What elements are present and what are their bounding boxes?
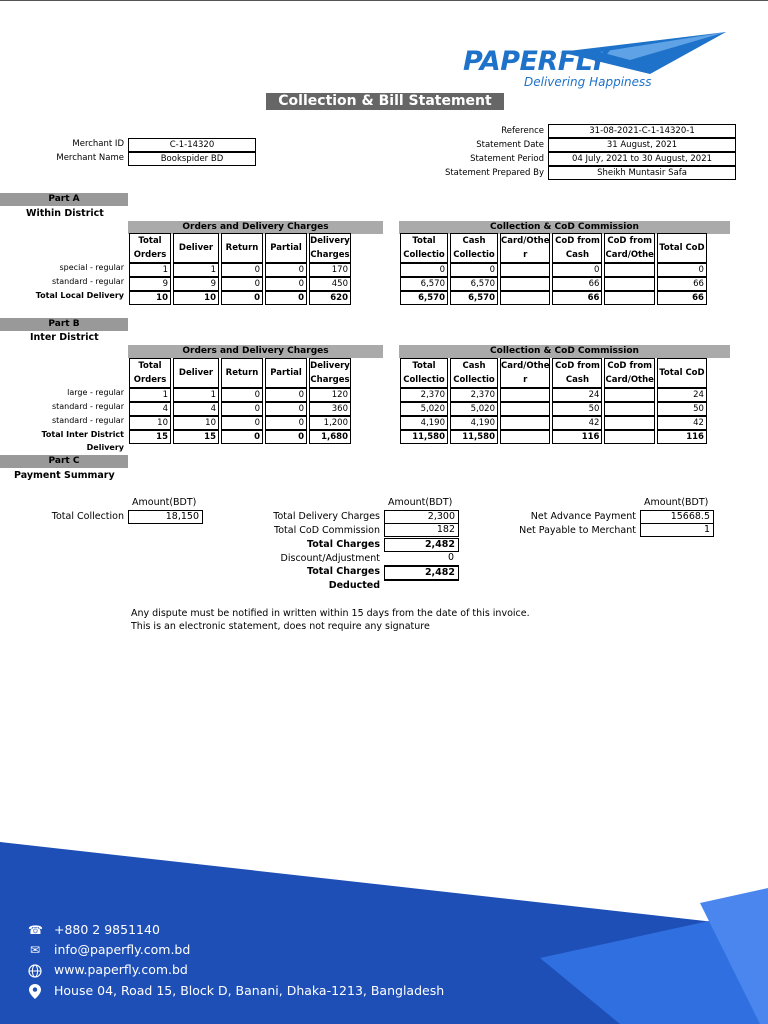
part-a-bar: Part A [0,193,128,206]
part-b-orders-group-header: Orders and Delivery Charges [128,345,383,358]
table-cell: 0 [265,388,307,402]
table-cell: 1 [129,388,171,402]
col-header: Card/Othe r [500,358,550,388]
email-icon: ✉ [29,943,41,957]
table-cell: 11,580 [450,430,498,444]
col-header: Total CoD [657,233,707,263]
table-cell [604,277,654,291]
table-cell [500,402,550,416]
table-cell: 6,570 [450,277,498,291]
table-cell [500,291,550,305]
row-label: standard - regular [51,416,124,425]
table-cell: 6,570 [400,277,448,291]
table-cell: 0 [265,430,307,444]
table-cell: 0 [265,263,307,277]
net-advance-value: 15668.5 [640,510,714,524]
row-label: large - regular [67,388,124,397]
table-cell: 0 [221,291,263,305]
page-title: Collection & Bill Statement [266,93,504,110]
table-cell: 1 [173,388,219,402]
charges-deducted-value: 2,482 [384,565,459,581]
col-header: Return [221,358,263,388]
table-cell: 9 [129,277,171,291]
part-b-bar: Part B [0,318,128,331]
col-header: Deliver [173,358,219,388]
part-b-collection-table [398,358,709,444]
footer-website[interactable]: www.paperfly.com.bd [54,962,188,977]
table-total-row [400,291,707,305]
table-cell [500,263,550,277]
table-total-row [129,291,351,305]
amount-header: Amount(BDT) [132,497,197,508]
table-cell: 0 [400,263,448,277]
table-cell: 5,020 [450,402,498,416]
table-cell: 50 [657,402,707,416]
table-cell: 0 [657,263,707,277]
table-row [129,388,351,402]
table-row [400,416,707,430]
total-collection-value: 18,150 [128,510,203,524]
merchant-id-value: C-1-14320 [128,138,256,152]
table-total-row [400,430,707,444]
discount-value: 0 [447,552,454,563]
col-header: Total Collectio [400,358,448,388]
table-cell: 120 [309,388,351,402]
table-header-row [129,358,351,388]
table-cell: 10 [173,416,219,430]
table-cell [604,263,654,277]
table-row [129,263,351,277]
table-cell: 450 [309,277,351,291]
table-header-row [400,358,707,388]
row-label-total: Total Local Delivery [35,291,124,300]
electronic-note: This is an electronic statement, does not require any signature [131,621,430,632]
table-row [129,277,351,291]
col-header: CoD from Cash [552,233,602,263]
col-header: CoD from Cash [552,358,602,388]
statement-date-label: Statement Date [476,140,544,150]
total-charges-label: Total Charges [307,539,380,550]
table-cell: 170 [309,263,351,277]
reference-value: 31-08-2021-C-1-14320-1 [548,124,736,138]
table-cell: 15 [129,430,171,444]
table-cell: 1,680 [309,430,351,444]
col-header: Card/Othe r [500,233,550,263]
table-cell [500,388,550,402]
row-label: special - regular [59,263,124,272]
table-cell: 24 [657,388,707,402]
col-header: Total CoD [657,358,707,388]
cod-commission-label: Total CoD Commission [274,525,380,536]
col-header: Partial [265,233,307,263]
table-cell: 116 [657,430,707,444]
row-label: standard - regular [51,402,124,411]
phone-icon: ☎ [28,923,43,937]
table-cell: 0 [221,277,263,291]
table-header-row [400,233,707,263]
table-cell: 2,370 [450,388,498,402]
prepared-by-value: Sheikh Muntasir Safa [548,166,736,180]
table-cell: 42 [552,416,602,430]
row-label-total: Total Inter District [41,430,124,439]
table-cell: 0 [265,291,307,305]
table-cell: 10 [129,416,171,430]
net-advance-label: Net Advance Payment [530,511,636,522]
table-cell [500,277,550,291]
col-header: Cash Collectio [450,233,498,263]
table-cell: 0 [552,263,602,277]
table-cell: 1 [173,263,219,277]
globe-icon [28,964,42,978]
part-a-orders-table [127,233,353,305]
table-cell: 0 [221,263,263,277]
table-cell: 1,200 [309,416,351,430]
table-cell [604,430,654,444]
table-row [400,388,707,402]
total-charges-value: 2,482 [384,538,459,552]
col-header: Total Orders [129,358,171,388]
table-header-row [129,233,351,263]
table-row [400,402,707,416]
col-header: CoD from Card/Othe [604,358,654,388]
part-c-title: Payment Summary [14,470,115,481]
row-label: standard - regular [51,277,124,286]
amount-header: Amount(BDT) [388,497,453,508]
merchant-name-value: Bookspider BD [128,152,256,166]
footer-email[interactable]: info@paperfly.com.bd [54,942,191,957]
col-header: Delivery Charges [309,233,351,263]
col-header: Total Collectio [400,233,448,263]
net-payable-value: 1 [640,524,714,537]
table-cell: 15 [173,430,219,444]
dispute-note: Any dispute must be notified in written within 15 days from the date of this invoice. [131,608,530,619]
amount-header: Amount(BDT) [644,497,709,508]
col-header: Partial [265,358,307,388]
merchant-name-label: Merchant Name [56,153,124,163]
merchant-id-label: Merchant ID [72,139,124,149]
footer-phone[interactable]: +880 2 9851140 [54,922,160,937]
brand-logo: PAPERFLY [463,46,608,77]
table-cell: 9 [173,277,219,291]
reference-label: Reference [501,126,544,136]
part-a-title: Within District [26,208,104,219]
table-cell: 66 [552,291,602,305]
part-b-orders-table [127,358,353,444]
table-cell [500,430,550,444]
table-cell: 66 [657,277,707,291]
table-cell: 50 [552,402,602,416]
part-a-orders-group-header: Orders and Delivery Charges [128,221,383,234]
table-row [129,416,351,430]
table-cell: 0 [265,416,307,430]
table-cell [604,291,654,305]
total-collection-label: Total Collection [51,511,124,522]
table-cell: 0 [221,402,263,416]
table-row [400,277,707,291]
table-cell: 66 [552,277,602,291]
table-cell: 6,570 [450,291,498,305]
table-cell: 1 [129,263,171,277]
footer-address: House 04, Road 15, Block D, Banani, Dhaka-1213, Bangladesh [54,983,445,998]
table-cell [604,402,654,416]
table-cell [604,388,654,402]
table-cell: 360 [309,402,351,416]
top-border [0,0,768,1]
col-header: CoD from Card/Othe [604,233,654,263]
table-cell: 0 [221,416,263,430]
part-b-collection-group-header: Collection & CoD Commission [399,345,730,358]
delivery-charges-value: 2,300 [384,510,459,524]
part-a-collection-group-header: Collection & CoD Commission [399,221,730,234]
brand-tagline: Delivering Happiness [524,75,652,89]
table-cell: 0 [221,388,263,402]
table-row [400,263,707,277]
statement-period-label: Statement Period [470,154,544,164]
part-a-collection-table [398,233,709,305]
table-cell: 0 [221,430,263,444]
table-cell: 4,190 [450,416,498,430]
table-total-row [129,430,351,444]
table-cell: 0 [265,277,307,291]
statement-date-value: 31 August, 2021 [548,138,736,152]
table-row [129,402,351,416]
table-cell: 6,570 [400,291,448,305]
table-cell [604,416,654,430]
table-cell: 0 [450,263,498,277]
table-cell: 4 [129,402,171,416]
table-cell: 24 [552,388,602,402]
cod-commission-value: 182 [384,524,459,537]
table-cell: 10 [129,291,171,305]
table-cell: 4 [173,402,219,416]
col-header: Return [221,233,263,263]
table-cell: 11,580 [400,430,448,444]
delivery-charges-label: Total Delivery Charges [273,511,380,522]
table-cell [500,416,550,430]
part-c-bar: Part C [0,455,128,468]
table-cell: 620 [309,291,351,305]
charges-deducted-label-cont: Deducted [328,580,380,591]
charges-deducted-label: Total Charges [307,566,380,577]
row-label-total-cont: Delivery [86,443,124,452]
table-cell: 5,020 [400,402,448,416]
col-header: Deliver [173,233,219,263]
discount-label: Discount/Adjustment [280,553,380,564]
col-header: Total Orders [129,233,171,263]
prepared-by-label: Statement Prepared By [444,168,544,178]
table-cell: 116 [552,430,602,444]
col-header: Cash Collectio [450,358,498,388]
table-cell: 42 [657,416,707,430]
table-cell: 4,190 [400,416,448,430]
part-b-title: Inter District [30,332,99,343]
table-cell: 10 [173,291,219,305]
location-pin-icon [29,984,41,999]
col-header: Delivery Charges [309,358,351,388]
net-payable-label: Net Payable to Merchant [519,525,636,536]
table-cell: 66 [657,291,707,305]
table-cell: 0 [265,402,307,416]
statement-period-value: 04 July, 2021 to 30 August, 2021 [548,152,736,166]
table-cell: 2,370 [400,388,448,402]
